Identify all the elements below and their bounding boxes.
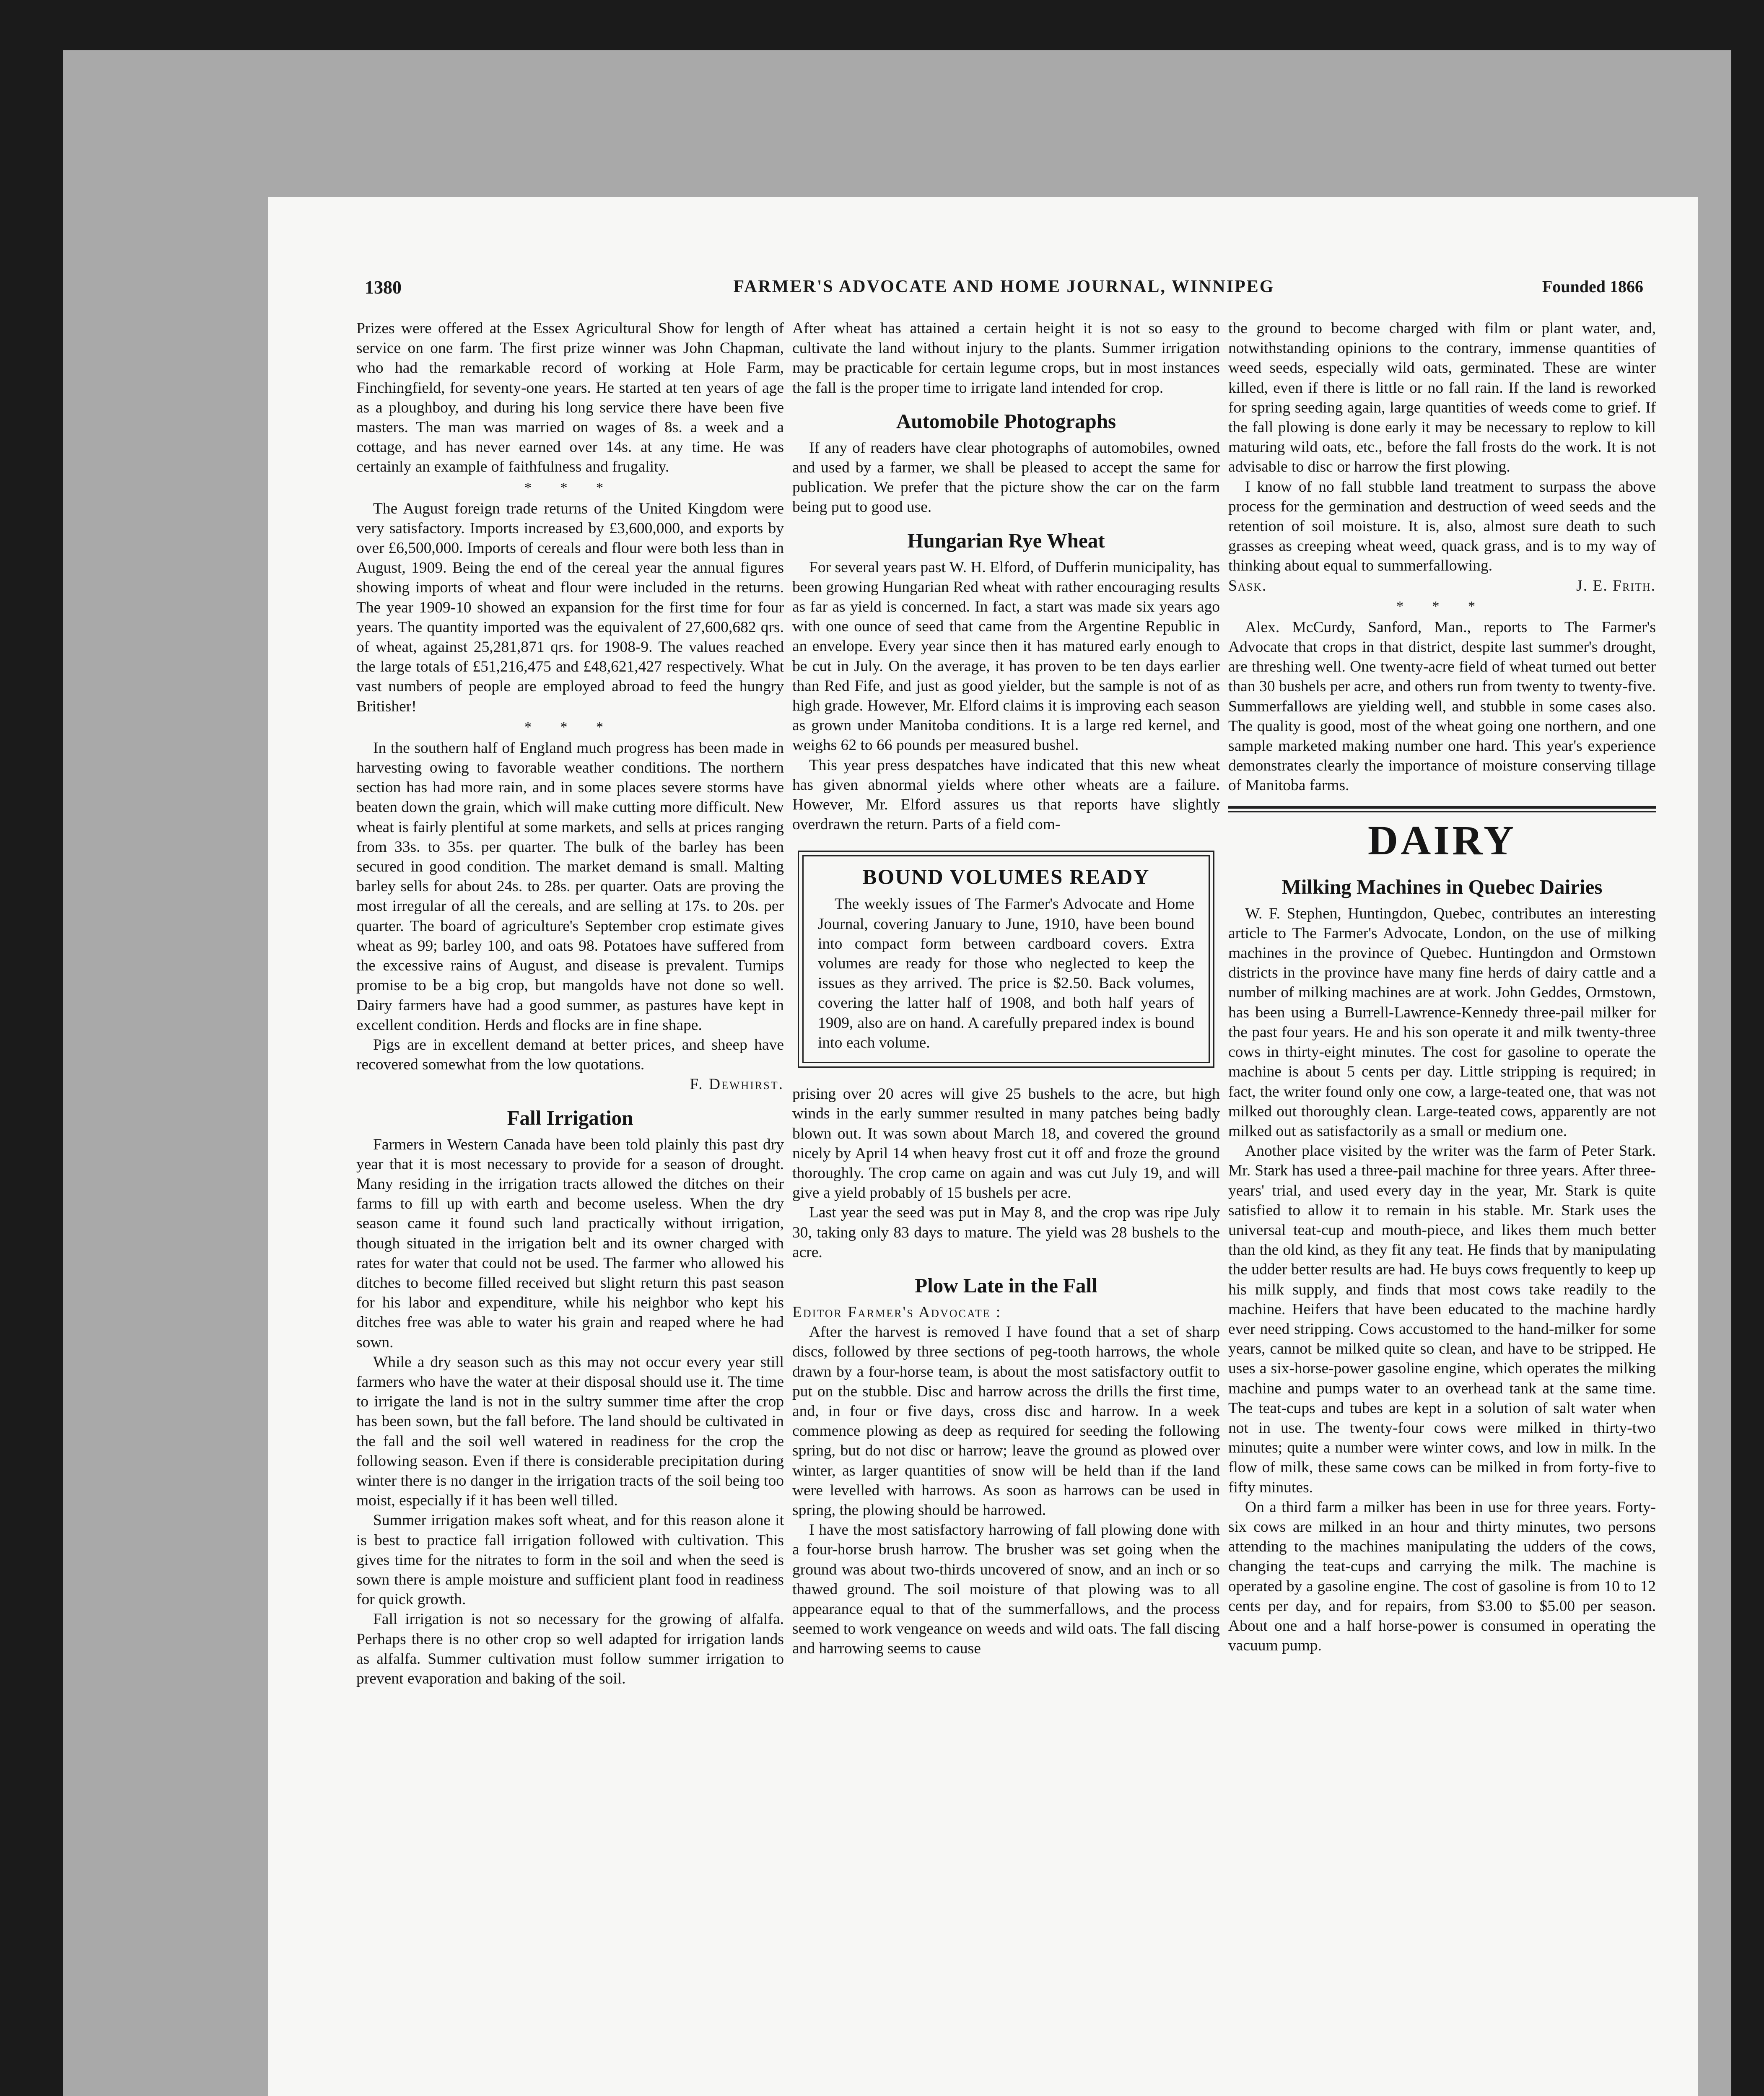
- header-date: Founded 1866: [1542, 277, 1643, 296]
- irrigation-paragraph-1: Farmers in Western Canada have been told plainly this past dry year that it is most necessary to provide for a season of drought. Many residing in the irrigation tracts allowed the ditches on their farms to fill up with earth and become useless. When the dry season came it found such land practically without irrigation, though situated in the irrigation belt and its owner charged with rates for water that could not be used. The farmer who allowed his ditches to become filled received but slight return this past season for his labor and expenditure, while his neighbor who kept his ditches free was able to water his grain and reaped where he had sown.: [356, 1136, 784, 1351]
- pigs-paragraph: Pigs are in excellent demand at better prices, and sheep have recovered somewhat from the low quotations.: [356, 1036, 784, 1074]
- plow-paragraph-2: I have the most satisfactory harrowing of fall plowing done with a four-horse brush harrow. The brusher was set going when the ground was about two-thirds uncovered of snow, and an inch or so thawed ground. The soil moisture of that plowing was to all appearance equal to that of the summerfallows, and the process seemed to work vengeance on weeds and wild oats. The fall discing and harrowing seems to cause: [792, 1521, 1220, 1658]
- section-divider-stars: * * *: [1396, 598, 1488, 614]
- essex-prizes-paragraph: Prizes were offered at the Essex Agricultural Show for length of service on one farm. The first prize winner was John Chapman, who had the remarkable record of working at Hole Farm, Finchingfield, for seventy-one years. He started at ten years of age as a ploughboy, and during his long service there have been five masters. The man was married on wages of 8s. a week and a cottage, and has never earned over 14s. at any time. He was certainly an example of faithfulness and frugality.: [356, 320, 784, 476]
- heading-automobile-photographs: Automobile Photographs: [896, 409, 1116, 433]
- author-signature: F. Dewhirst.: [690, 1076, 784, 1093]
- irrigation-paragraph-3: Summer irrigation makes soft wheat, and for this reason alone it is best to practice fall irrigation followed with cultivation. This gives time for the nitrates to form in the soil and when the seed is sown there is ample moisture and sufficient plant food in readiness for quick growth.: [356, 1512, 784, 1608]
- editor-salutation: Editor Farmer's Advocate :: [792, 1303, 1002, 1321]
- plow-paragraph-1: After the harvest is removed I have found that a set of sharp discs, followed by three sections of peg-tooth harrows, the whole drawn by a four-horse team, is about the most satisfactory outfit to put on the stubble. Disc and harrow across the drills the first time, and, in four or five days, cross disc and harrow. In a week commence plowing as deep as required for seeding the following spring, but do not disc or harrow; leave the ground as plowed over winter, as larger quantities of snow will be held than if the land were levelled with harrows. As soon as harrows can be used in spring, the plowing should be harrowed.: [792, 1323, 1220, 1519]
- author-signature-block: [1228, 576, 1656, 596]
- heading-milking-machines: Milking Machines in Quebec Dairies: [1281, 875, 1603, 898]
- page-number: 1380: [365, 277, 402, 298]
- column-2: [792, 319, 1220, 1659]
- irrigation-continued-paragraph: After wheat has attained a certain height it is not so easy to cultivate the land without injury to the plants. Summer irrigation may be practicable for certain legume crops, but in most instances the fall is the proper time to irrigate land intended for crop.: [792, 320, 1220, 397]
- section-title-dairy: DAIRY: [1367, 817, 1517, 864]
- bound-volumes-text: The weekly issues of The Farmer's Advocate and Home Journal, covering January to June, 1910, have been bound into compact form between cardboard covers. Extra volumes are ready for those who neglected to keep the issues as they arrived. The price is $2.50. Back volumes, covering the latter half of 1908, and both half years of 1909, also are on hand. A carefully prepared index is bound into each volume.: [818, 895, 1194, 1051]
- mccurdy-paragraph: Alex. McCurdy, Sanford, Man., reports to The Farmer's Advocate that crops in that district, despite last summer's drought, are threshing well. One twenty-acre field of wheat turned out better than 30 bushels per acre, and others run from twenty to twenty-five. Summerfallows are yielding well, and stubble in some cases also. The quality is good, most of the wheat going one northern, and one sample marketed making number one hard. This year's experience demonstrates clearly the importance of moisture conserving tillage of Manitoba farms.: [1228, 618, 1656, 794]
- section-rule: [1228, 806, 1656, 812]
- rye-wheat-paragraph-4: Last year the seed was put in May 8, and the crop was ripe July 30, taking only 83 days to mature. The yield was 28 bushels to the acre.: [792, 1204, 1220, 1261]
- heading-hungarian-rye-wheat: Hungarian Rye Wheat: [907, 529, 1105, 552]
- milking-paragraph-3: On a third farm a milker has been in use for three years. Forty-six cows are milked in an hour and thirty minutes, two persons attending to the machines manipulating the udders of the cows, changing the teat-cups and carrying the milk. The machine is operated by a gasoline engine. The cost of gasoline is from 10 to 12 cents per day, and for repairs, from $3.00 to $5.00 per season. About one and a half horse-power is consumed in operating the vacuum pump.: [1228, 1498, 1656, 1655]
- milking-paragraph-1: W. F. Stephen, Huntingdon, Quebec, contributes an interesting article to The Farmer's Advocate, London, on the use of milking machines in the province of Quebec. Huntingdon and Ormstown districts in the province have many fine herds of dairy cattle and a number of milking machines are at work. John Geddes, Ormstown, has been using a Burrell-Lawrence-Kennedy three-pail milker for the past four years. He and his son operate it and milk twenty-three cows in thirty-eight minutes. The cost for gasoline to operate the machine is about 5 cents per day. Little stripping is required; in fact, the writer found only one cow, a large-teated one, that was not milked out thoroughly clean. Large-teated cows, apparently are not milked out as satisfactorily as a small or medium one.: [1228, 905, 1656, 1140]
- heading-plow-late: Plow Late in the Fall: [915, 1274, 1097, 1297]
- bound-volumes-title: BOUND VOLUMES READY: [862, 866, 1150, 890]
- automobile-paragraph: If any of readers have clear photographs of automobiles, owned and used by a farmer, we shall be pleased to accept the same for publication. We prefer that the picture show the car on the farm being put to good use.: [792, 439, 1220, 516]
- column-1: [356, 319, 784, 1689]
- signature-place: Sask.: [1228, 577, 1267, 594]
- section-divider-stars: * * *: [524, 719, 616, 735]
- bound-volumes-notice: [802, 855, 1210, 1063]
- harvest-england-paragraph: In the southern half of England much progress has been made in harvesting owing to favorable weather conditions. The northern section has had more rain, and in some places severe storms have beaten down the grain, which will make cutting more difficult. New wheat is fairly plentiful at some markets, and sells at prices ranging from 33s. to 35s. per quarter. The bulk of the barley has been secured in good condition. The market demand is small. Malting barley sells for about 24s. to 28s. per quarter. Oats are proving the most irregular of all the cereals, and are selling at 17s. to 20s. per quarter. The board of agriculture's September crop estimate gives wheat as 99; barley 100, and oats 98. Potatoes have suffered from the excessive rains of August, and disease is prevalent. Turnips promise to be a big crop, but mangolds have not done so well. Dairy farmers have had a good summer, as pastures have kept in excellent condition. Herds and flocks are in fine shape.: [356, 739, 784, 1034]
- plow-paragraph-4: I know of no fall stubble land treatment to surpass the above process for the germination and destruction of weed seeds and the retention of soil moisture. It is, also, almost sure death to such grasses as creeping wheat weed, quack grass, and is to my way of thinking about equal to summerfallowing.: [1228, 478, 1656, 575]
- irrigation-paragraph-2: While a dry season such as this may not occur every year still farmers who have the water at their disposal should use it. The time to irrigate the land is not in the sultry summer time after the crop has been sown, but the fall before. The land should be cultivated in the fall and the soil well watered in readiness for the crop the following season. Even if there is considerable precipitation during winter there is no danger in the irrigation tracts of the soil being too moist, especially if it has been well tilled.: [356, 1353, 784, 1510]
- running-header: [365, 277, 1643, 310]
- journal-title: FARMER'S ADVOCATE AND HOME JOURNAL, WINNIPEG: [733, 277, 1275, 296]
- plow-paragraph-3: the ground to become charged with film or plant water, and, notwithstanding opinions to the contrary, immense quantities of weed seeds, especially wild oats, germinated. These are winter killed, even if there is little or no fall rain. If the land is reworked for spring seeding again, large quantities of weeds come to grief. If the fall plowing is done early it may be necessary to replow to kill maturing wild oats, etc., before the fall frosts do the work. It is not advisable to disc or harrow the first plowing.: [1228, 320, 1656, 476]
- rye-wheat-paragraph-2: This year press despatches have indicated that this new wheat has given abnormal yields where other wheats are a failure. However, Mr. Elford assures us that reports have slightly overdrawn the return. Parts of a field com-: [792, 756, 1220, 833]
- trade-returns-paragraph: The August foreign trade returns of the United Kingdom were very satisfactory. Imports increased by £3,600,000, and exports by over £6,500,000. Imports of cereals and flour were both less than in August, 1909. Being the end of the cereal year the annual figures showing imports of wheat and flour were included in the returns. The year 1909-10 showed an expansion for the first time for four years. The quantity imported was the equivalent of 27,600,682 qrs. of wheat, against 25,281,871 qrs. for 1908-9. The values reached the large totals of £51,216,475 and £48,621,427 respectively. What vast numbers of people are employed abroad to feed the hungry Britisher!: [356, 500, 784, 715]
- rye-wheat-paragraph-3: prising over 20 acres will give 25 bushels to the acre, but high winds in the early summer resulted in many patches being badly blown out. It was sown about March 18, and covered the ground nicely by April 14 when heavy frost cut it off and froze the ground thoroughly. The crop came on again and was cut July 19, and will give a yield probably of 15 bushels per acre.: [792, 1085, 1220, 1202]
- heading-fall-irrigation: Fall Irrigation: [507, 1106, 633, 1129]
- rye-wheat-paragraph-1: For several years past W. H. Elford, of Dufferin municipality, has been growing Hungarian Red wheat with rather encouraging results as far as yield is concerned. In fact, a start was made six years ago with one ounce of seed that came from the Argentine Republic in an envelope. Every year since then it has matured early enough to be cut in July. On the average, it has proven to be ten days earlier than Red Fife, and just as good yielder, but the sample is not of as high grade. However, Mr. Elford claims it is improving each season as grown under Manitoba conditions. It is a large red kernel, and weighs 62 to 66 pounds per measured bushel.: [792, 558, 1220, 754]
- section-divider-stars: * * *: [524, 480, 616, 495]
- irrigation-paragraph-4: Fall irrigation is not so necessary for the growing of alfalfa. Perhaps there is no other crop so well adapted for irrigation lands as alfalfa. Summer cultivation must follow summer irrigation to prevent evaporation and baking of the soil.: [356, 1611, 784, 1687]
- milking-paragraph-2: Another place visited by the writer was the farm of Peter Stark. Mr. Stark has used a three-pail machine for three years. After three-years' trial, and used every day in the year, Mr. Stark is quite satisfied to allow it to remain in his stable. Mr. Stark uses the universal teat-cup and mouth-piece, and likes them much better than the old kind, as they fit any teat. He finds that by manipulating the udder better results are had. He buys cows frequently to keep up his milk supply, and finds that most cows take readily to the machine. Heifers that have been educated to the machine hardly ever need stripping. Cows accustomed to the hand-milker for some years, cannot be milked quite so clean, and have to be stripped. He uses a six-horse-power gasoline engine, which operates the milking machine and pumps water to an overhead tank at the same time. The teat-cups and tubes are kept in a solution of salt water when not in use. The twenty-four cows were milked in thirty-two minutes; quite a number were winter cows, and low in milk. In the flow of milk, these same cows can be milked in from forty-five to fifty minutes.: [1228, 1142, 1656, 1496]
- signature-name: J. E. Frith.: [1576, 577, 1656, 594]
- column-3: [1228, 319, 1656, 1655]
